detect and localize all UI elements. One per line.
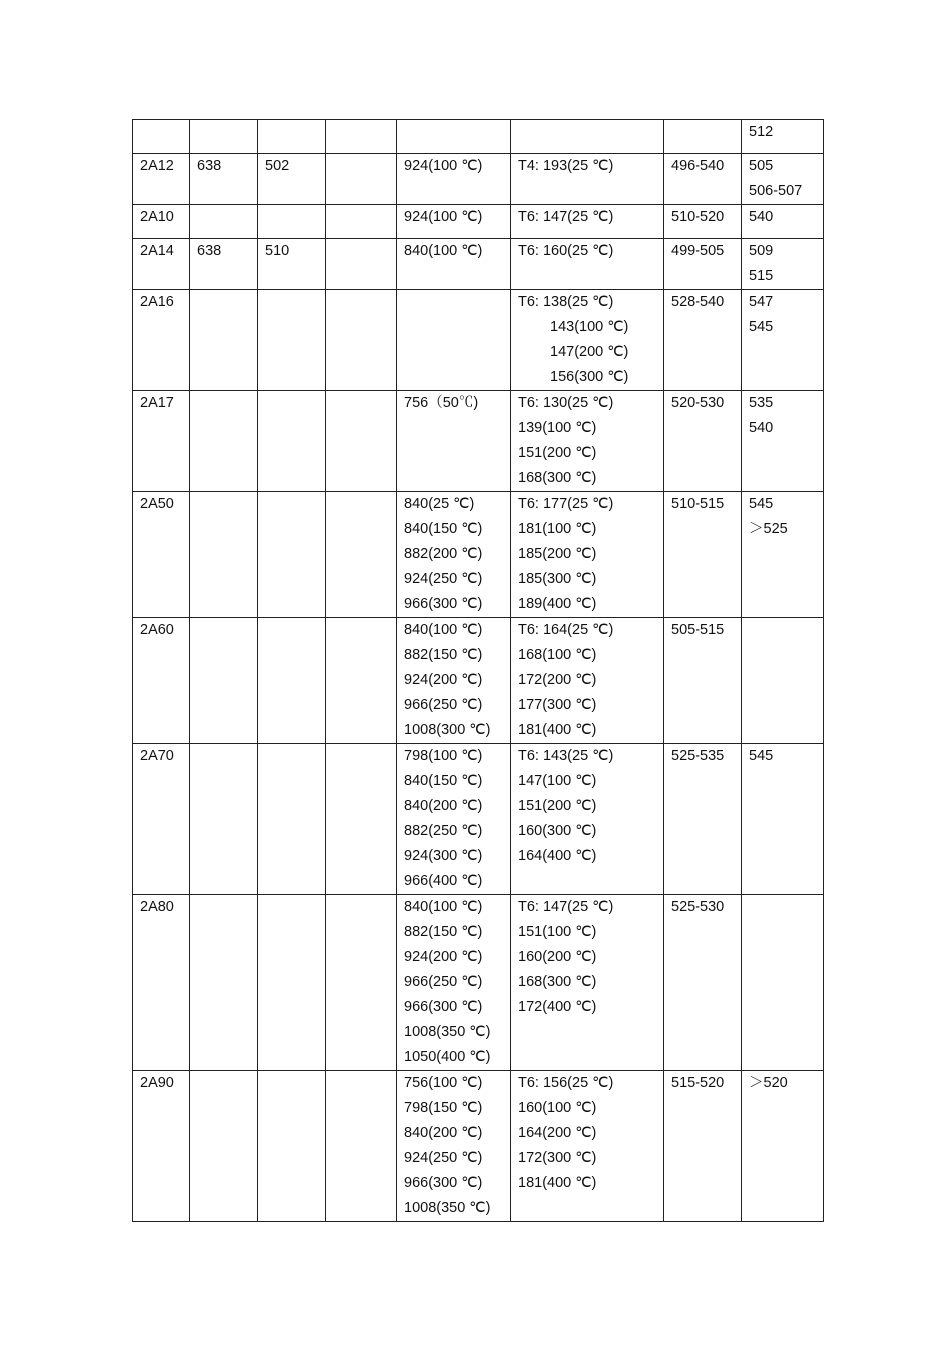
cell-line: T6: 147(25 ℃) <box>518 899 614 915</box>
table-row <box>133 744 824 895</box>
cell-c3 <box>258 205 326 239</box>
cell-line: 168(300 ℃) <box>518 974 597 990</box>
table-row <box>133 205 824 239</box>
cell-c4 <box>326 618 397 744</box>
cell-temp <box>742 205 824 239</box>
table-body <box>133 120 824 1222</box>
cell-line: 506-507 <box>749 183 803 199</box>
cell-cond <box>511 492 664 618</box>
cell-line: 164(400 ℃) <box>518 848 597 864</box>
cell-line: 882(150 ℃) <box>404 647 483 663</box>
cell-line: 966(250 ℃) <box>404 697 483 713</box>
cell-heat <box>397 154 511 205</box>
cell-text: 502 <box>265 158 290 174</box>
cell-temp <box>742 744 824 895</box>
cell-c2 <box>190 492 258 618</box>
cell-line: 882(250 ℃) <box>404 823 483 839</box>
cell-c3 <box>258 239 326 290</box>
cell-grade <box>133 895 190 1071</box>
cell-text: 2A80 <box>140 899 174 915</box>
cell-temp <box>742 1071 824 1222</box>
cell-grade <box>133 290 190 391</box>
cell-c2 <box>190 1071 258 1222</box>
cell-line: 966(300 ℃) <box>404 1175 483 1191</box>
cell-line: T6: 156(25 ℃) <box>518 1075 614 1091</box>
cell-range <box>664 1071 742 1222</box>
cell-c2 <box>190 239 258 290</box>
cell-text: 510-515 <box>671 496 725 512</box>
cell-heat <box>397 205 511 239</box>
cell-cond <box>511 290 664 391</box>
cell-grade <box>133 744 190 895</box>
table-row <box>133 120 824 154</box>
cell-text: 2A90 <box>140 1075 174 1091</box>
cell-line: 147(100 ℃) <box>518 773 597 789</box>
cell-heat <box>397 895 511 1071</box>
cell-c2 <box>190 895 258 1071</box>
cell-range <box>664 895 742 1071</box>
cell-line: 966(300 ℃) <box>404 999 483 1015</box>
cell-line: 535 <box>749 395 774 411</box>
cell-c3 <box>258 618 326 744</box>
cell-line: 540 <box>749 209 774 225</box>
table-row <box>133 492 824 618</box>
cell-line: 756（50℃) <box>404 395 479 411</box>
cell-line: 924(300 ℃) <box>404 848 483 864</box>
cell-temp <box>742 239 824 290</box>
cell-c3 <box>258 154 326 205</box>
cell-temp <box>742 154 824 205</box>
cell-range <box>664 618 742 744</box>
cell-range <box>664 120 742 154</box>
cell-heat <box>397 391 511 492</box>
table-row <box>133 290 824 391</box>
cell-line: 1050(400 ℃) <box>404 1049 491 1065</box>
cell-c4 <box>326 895 397 1071</box>
cell-line: 168(300 ℃) <box>518 470 597 486</box>
cell-c3 <box>258 1071 326 1222</box>
cell-line: 924(200 ℃) <box>404 672 483 688</box>
cell-line: T6: 147(25 ℃) <box>518 209 614 225</box>
cell-line: 185(200 ℃) <box>518 546 597 562</box>
cell-c2 <box>190 618 258 744</box>
cell-c4 <box>326 391 397 492</box>
cell-grade <box>133 154 190 205</box>
cell-text: 2A60 <box>140 622 174 638</box>
cell-c4 <box>326 290 397 391</box>
cell-c4 <box>326 120 397 154</box>
cell-line: T6: 143(25 ℃) <box>518 748 614 764</box>
cell-line: 966(300 ℃) <box>404 596 483 612</box>
cell-line: 547 <box>749 294 774 310</box>
cell-line: 756(100 ℃) <box>404 1075 483 1091</box>
cell-line: 1008(350 ℃) <box>404 1200 491 1216</box>
table-row <box>133 154 824 205</box>
cell-grade <box>133 391 190 492</box>
cell-text: 520-530 <box>671 395 725 411</box>
cell-temp <box>742 290 824 391</box>
cell-grade <box>133 205 190 239</box>
table-row <box>133 618 824 744</box>
cell-line: 160(100 ℃) <box>518 1100 597 1116</box>
cell-cond <box>511 239 664 290</box>
cell-cond <box>511 391 664 492</box>
cell-heat <box>397 239 511 290</box>
cell-range <box>664 492 742 618</box>
table-row <box>133 239 824 290</box>
cell-line: 172(400 ℃) <box>518 999 597 1015</box>
cell-line: 139(100 ℃) <box>518 420 597 436</box>
cell-grade <box>133 1071 190 1222</box>
cell-heat <box>397 1071 511 1222</box>
cell-c4 <box>326 744 397 895</box>
cell-line: 545 <box>749 748 774 764</box>
cell-line: 966(400 ℃) <box>404 873 483 889</box>
cell-line: 840(100 ℃) <box>404 899 483 915</box>
cell-range <box>664 205 742 239</box>
cell-text: 2A17 <box>140 395 174 411</box>
cell-grade <box>133 492 190 618</box>
cell-grade <box>133 120 190 154</box>
cell-c4 <box>326 205 397 239</box>
cell-text: 2A16 <box>140 294 174 310</box>
cell-c3 <box>258 744 326 895</box>
cell-c4 <box>326 239 397 290</box>
cell-c4 <box>326 1071 397 1222</box>
cell-c4 <box>326 154 397 205</box>
cell-line: T4: 193(25 ℃) <box>518 158 614 174</box>
cell-line: 840(100 ℃) <box>404 622 483 638</box>
cell-line: 160(200 ℃) <box>518 949 597 965</box>
cell-heat <box>397 290 511 391</box>
cell-cond <box>511 154 664 205</box>
cell-line: 798(150 ℃) <box>404 1100 483 1116</box>
cell-line: 840(100 ℃) <box>404 243 483 259</box>
cell-heat <box>397 618 511 744</box>
cell-line: 882(200 ℃) <box>404 546 483 562</box>
cell-range <box>664 239 742 290</box>
cell-c4 <box>326 492 397 618</box>
cell-c3 <box>258 391 326 492</box>
cell-c2 <box>190 205 258 239</box>
cell-range <box>664 290 742 391</box>
cell-line: 151(200 ℃) <box>518 445 597 461</box>
table-row <box>133 1071 824 1222</box>
cell-c2 <box>190 290 258 391</box>
cell-line: 840(25 ℃) <box>404 496 475 512</box>
cell-line: 181(100 ℃) <box>518 521 597 537</box>
cell-line: T6: 160(25 ℃) <box>518 243 614 259</box>
cell-line: T6: 130(25 ℃) <box>518 395 614 411</box>
cell-line: 540 <box>749 420 774 436</box>
cell-text: 525-535 <box>671 748 725 764</box>
cell-cond <box>511 120 664 154</box>
cell-line: 924(100 ℃) <box>404 209 483 225</box>
cell-line: 181(400 ℃) <box>518 1175 597 1191</box>
cell-cond <box>511 1071 664 1222</box>
cell-line: ＞520 <box>749 1075 788 1091</box>
cell-line: 156(300 ℃) <box>550 369 629 385</box>
cell-line: 509 <box>749 243 774 259</box>
cell-line: ＞525 <box>749 521 788 537</box>
cell-text: 515-520 <box>671 1075 725 1091</box>
cell-cond <box>511 895 664 1071</box>
table-row <box>133 391 824 492</box>
cell-c3 <box>258 290 326 391</box>
cell-line: 172(200 ℃) <box>518 672 597 688</box>
cell-line: 177(300 ℃) <box>518 697 597 713</box>
cell-text: 2A10 <box>140 209 174 225</box>
cell-line: 882(150 ℃) <box>404 924 483 940</box>
cell-line: 924(250 ℃) <box>404 1150 483 1166</box>
cell-line: 505 <box>749 158 774 174</box>
cell-line: 185(300 ℃) <box>518 571 597 587</box>
cell-line: 1008(300 ℃) <box>404 722 491 738</box>
cell-line: 143(100 ℃) <box>550 319 629 335</box>
cell-line: 924(200 ℃) <box>404 949 483 965</box>
cell-text: 510-520 <box>671 209 725 225</box>
cell-line: 924(100 ℃) <box>404 158 483 174</box>
cell-line: 189(400 ℃) <box>518 596 597 612</box>
cell-temp <box>742 618 824 744</box>
cell-line: 840(200 ℃) <box>404 1125 483 1141</box>
cell-text: 2A50 <box>140 496 174 512</box>
cell-line: 151(200 ℃) <box>518 798 597 814</box>
cell-grade <box>133 618 190 744</box>
cell-c2 <box>190 744 258 895</box>
cell-line: 924(250 ℃) <box>404 571 483 587</box>
cell-text: 499-505 <box>671 243 725 259</box>
cell-range <box>664 391 742 492</box>
cell-text: 505-515 <box>671 622 725 638</box>
cell-line: 545 <box>749 496 774 512</box>
cell-c3 <box>258 492 326 618</box>
cell-cond <box>511 618 664 744</box>
cell-text: 638 <box>197 243 222 259</box>
cell-text: 2A14 <box>140 243 174 259</box>
cell-line: 164(200 ℃) <box>518 1125 597 1141</box>
cell-line: 181(400 ℃) <box>518 722 597 738</box>
table-row <box>133 895 824 1071</box>
cell-temp <box>742 492 824 618</box>
cell-line: 147(200 ℃) <box>550 344 629 360</box>
cell-range <box>664 154 742 205</box>
cell-text: 528-540 <box>671 294 725 310</box>
cell-c2 <box>190 154 258 205</box>
cell-line: 172(300 ℃) <box>518 1150 597 1166</box>
cell-c3 <box>258 895 326 1071</box>
cell-cond <box>511 744 664 895</box>
cell-line: 515 <box>749 268 774 284</box>
cell-text: 510 <box>265 243 290 259</box>
cell-text: 638 <box>197 158 222 174</box>
cell-c2 <box>190 391 258 492</box>
cell-line: 840(150 ℃) <box>404 773 483 789</box>
cell-range <box>664 744 742 895</box>
cell-line: T6: 164(25 ℃) <box>518 622 614 638</box>
cell-text: 2A70 <box>140 748 174 764</box>
cell-line: 1008(350 ℃) <box>404 1024 491 1040</box>
cell-temp <box>742 391 824 492</box>
cell-line: 840(200 ℃) <box>404 798 483 814</box>
cell-line: 966(250 ℃) <box>404 974 483 990</box>
cell-c3 <box>258 120 326 154</box>
cell-c2 <box>190 120 258 154</box>
alloy-properties-table <box>132 119 824 1222</box>
cell-line: 545 <box>749 319 774 335</box>
cell-heat <box>397 492 511 618</box>
cell-text: 525-530 <box>671 899 725 915</box>
cell-heat <box>397 120 511 154</box>
cell-line: 151(100 ℃) <box>518 924 597 940</box>
cell-grade <box>133 239 190 290</box>
cell-line: T6: 138(25 ℃) <box>518 294 614 310</box>
cell-temp <box>742 895 824 1071</box>
cell-heat <box>397 744 511 895</box>
cell-line: 512 <box>749 124 774 140</box>
cell-line: T6: 177(25 ℃) <box>518 496 614 512</box>
cell-temp <box>742 120 824 154</box>
cell-line: 160(300 ℃) <box>518 823 597 839</box>
cell-line: 798(100 ℃) <box>404 748 483 764</box>
cell-text: 496-540 <box>671 158 725 174</box>
cell-line: 168(100 ℃) <box>518 647 597 663</box>
cell-cond <box>511 205 664 239</box>
cell-line: 840(150 ℃) <box>404 521 483 537</box>
cell-text: 2A12 <box>140 158 174 174</box>
